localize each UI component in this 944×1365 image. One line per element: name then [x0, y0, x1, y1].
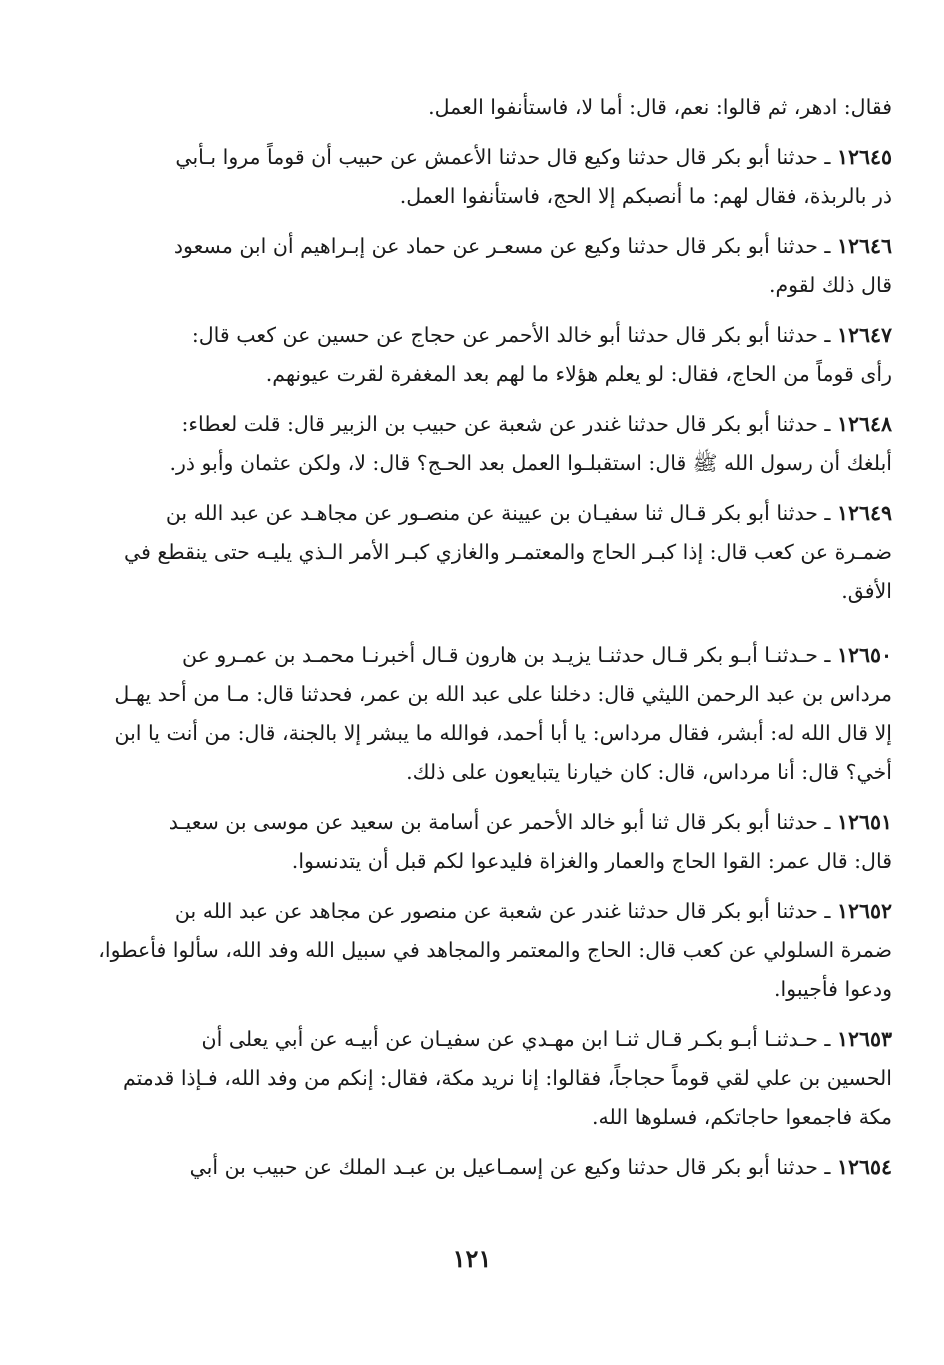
text-line: إلا قال الله له: أبشر، فقال مرداس: يا أبا أحمد، فوالله ما يبشر إلا بالجنة، قال: من أنت يا ابن [114, 721, 892, 745]
text-line: الحسين بن علي لقي قوماً حجاجاً، فقالوا: إنا نريد مكة، فقال: إنكم من وفد الله، فـإذا قدمتم [122, 1066, 892, 1090]
text-line: ١٢٦٥٢ ـ حدثنا أبو بكر قال حدثنا غندر عن شعبة عن منصور عن مجاهد عن عبد الله بن [174, 899, 892, 923]
text-line: ١٢٦٤٦ ـ حدثنا أبو بكر قال حدثنا وكيع عن مسعـر عن حماد عن إبـراهيم أن ابن مسعود [173, 234, 892, 258]
hadith-number: ١٢٦٥١ [836, 810, 892, 834]
hadith-number: ١٢٦٤٧ [836, 323, 892, 347]
text-line: مرداس بن عبد الرحمن الليثي قال: دخلنا على عبد الله بن عمر، فحدثنا قال: مـا من أحد يهـل [114, 682, 892, 706]
hadith-12650 [74, 636, 892, 792]
hadith-number: ١٢٦٥٣ [836, 1027, 892, 1051]
hadith-number: ١٢٦٥٢ [836, 899, 892, 923]
text-line: ضمـرة عن كعب قال: إذا كبـر الحاج والمعتمـر والغازي كبـر الأمر الـذي يليـه حتى ينقطع في [123, 540, 892, 564]
hadith-number: ١٢٦٤٦ [836, 234, 892, 258]
text-line: ١٢٦٥٣ ـ حـدثنـا أبـو بكـر قـال ثنـا ابن مهـدي عن سفيـان عن أبيـه عن أبي يعلى أن [201, 1027, 892, 1051]
paragraph-continuation [74, 88, 892, 127]
text-line: ١٢٦٤٥ ـ حدثنا أبو بكر قال حدثنا وكيع قال حدثنا الأعمش عن حبيب أن قوماً مروا بـأبي [175, 145, 892, 169]
text-line: قال ذلك لقوم. [768, 273, 892, 297]
text-line: الأفق. [841, 579, 892, 603]
text-line: ١٢٦٤٩ ـ حدثنا أبو بكر قـال ثنا سفيـان بن عيينة عن منصـور عن مجاهـد عن عبد الله بن [165, 501, 892, 525]
hadith-12651 [74, 803, 892, 881]
text-line: ودعوا فأجيبوا. [774, 977, 892, 1001]
text-line: ضمرة السلولي عن كعب قال: الحاج والمعتمر والمجاهد في سبيل الله وفد الله، سألوا فأعطوا، [98, 938, 892, 962]
text-line: ١٢٦٥٠ ـ حـدثنـا أبـو بكر قـال حدثنـا يزيـد بن هارون قـال أخبرنـا محمـد بن عمـرو عن [181, 643, 892, 667]
hadith-12646 [74, 227, 892, 305]
text-line: ١٢٦٤٨ ـ حدثنا أبو بكر قال حدثنا غندر عن شعبة عن حبيب بن الزبير قال: قلت لعطاء: [181, 412, 892, 436]
text-line: أخي؟ قال: أنا مرداس، قال: كان خيارنا يتبايعون على ذلك. [406, 760, 892, 784]
text-line: أبلغك أن رسول الله ﷺ قال: استقبلـوا العمل بعد الحـج؟ قال: لا، ولكن عثمان وأبو ذر. [169, 451, 892, 475]
hadith-12648 [74, 405, 892, 483]
text-line: رأى قوماً من الحاج، فقال: لو يعلم هؤلاء ما لهم بعد المغفرة لقرت عيونهم. [265, 362, 892, 386]
hadith-number: ١٢٦٤٩ [836, 501, 892, 525]
hadith-12653 [74, 1020, 892, 1137]
hadith-12654 [74, 1148, 892, 1187]
hadith-12645 [74, 138, 892, 216]
text-line: ١٢٦٥١ ـ حدثنا أبو بكر قال ثنا أبو خالد الأحمر عن أسامة بن سعيد عن موسى بن سعيـد [168, 810, 892, 834]
hadith-12649 [74, 494, 892, 611]
hadith-number: ١٢٦٤٨ [836, 412, 892, 436]
hadith-number: ١٢٦٥٠ [836, 643, 892, 667]
hadith-number: ١٢٦٥٤ [836, 1155, 892, 1179]
spacer [74, 622, 892, 636]
hadith-12647 [74, 316, 892, 394]
page-number: ١٢١ [452, 1244, 492, 1273]
page-body [74, 88, 892, 1198]
hadith-12652 [74, 892, 892, 1009]
text-line: ذر بالربذة، فقال لهم: ما أنصبكم إلا الحج، فاستأنفوا العمل. [399, 184, 892, 208]
text-line: فقال: ادهر، ثم قالوا: نعم، قال: أما لا، فاستأنفوا العمل. [428, 95, 892, 119]
text-line: مكة فاجمعوا حاجاتكم، فسلوها الله. [592, 1105, 892, 1129]
hadith-number: ١٢٦٤٥ [836, 145, 892, 169]
text-line: قال: قال عمر: القوا الحاج والعمار والغزاة فليدعوا لكم قبل أن يتدنسوا. [291, 849, 892, 873]
text-line: ١٢٦٥٤ ـ حدثنا أبو بكر قال حدثنا وكيع عن إسمـاعيل بن عبـد الملك عن حبيب بن أبي [189, 1155, 892, 1179]
text-line: ١٢٦٤٧ ـ حدثنا أبو بكر قال حدثنا أبو خالد الأحمر عن حجاج عن حسين عن كعب قال: [191, 323, 892, 347]
